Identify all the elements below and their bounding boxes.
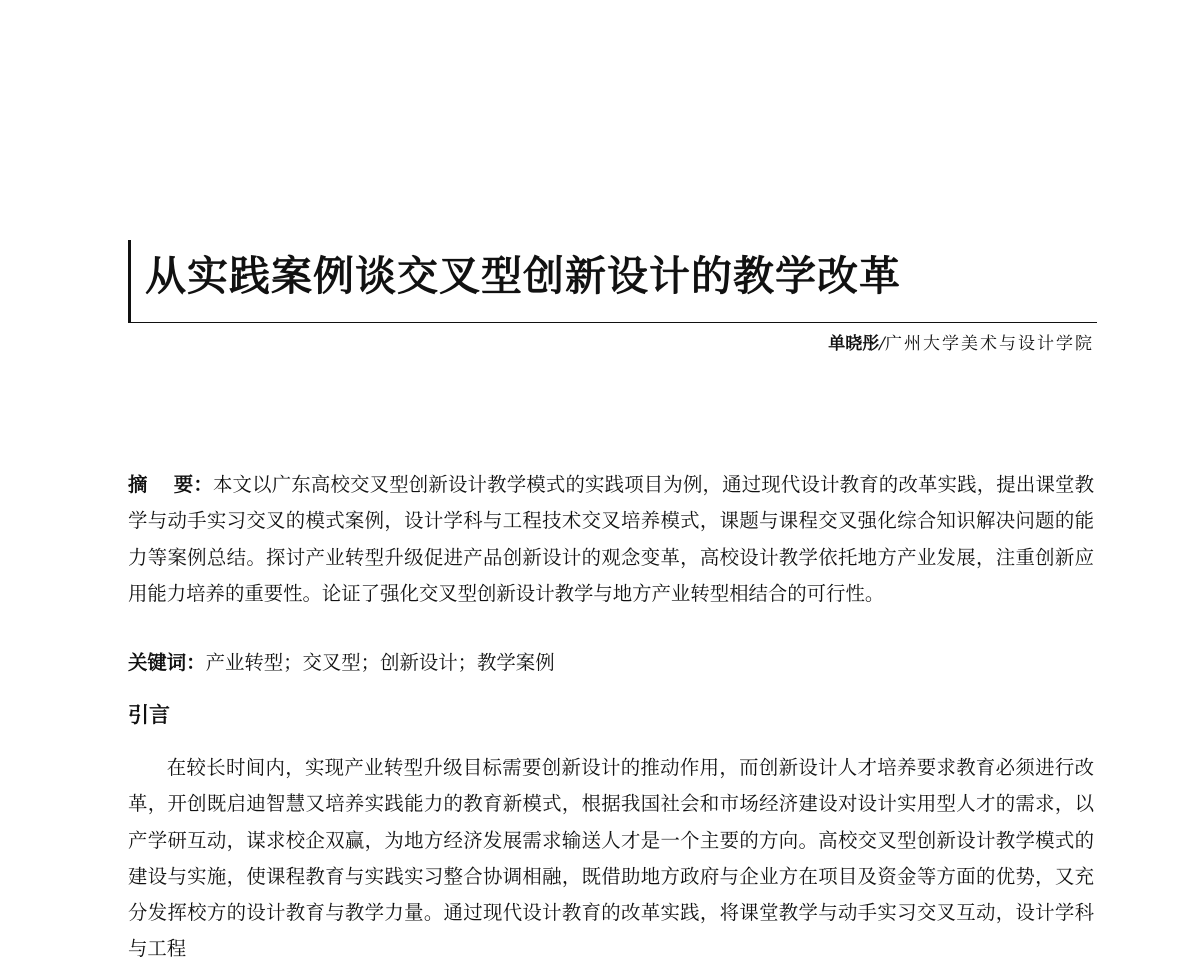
keywords <box>128 645 555 681</box>
keywords-text: 产业转型；交叉型；创新设计；教学案例 <box>205 651 555 674</box>
byline <box>828 334 1094 354</box>
title-block <box>128 240 1097 323</box>
abstract-label-char-1: 摘 <box>128 473 148 496</box>
abstract-label-char-2: 要： <box>173 473 213 496</box>
section-heading: 引言 <box>128 703 170 727</box>
author-name: 单晓彤 <box>828 334 880 354</box>
keywords-label: 关键词： <box>128 651 206 674</box>
byline-separator: / <box>879 334 885 354</box>
abstract-label <box>128 473 213 496</box>
article-title: 从实践案例谈交叉型创新设计的教学改革 <box>145 252 901 300</box>
abstract <box>128 467 1094 612</box>
author-affiliation: 广州大学美术与设计学院 <box>885 334 1094 354</box>
abstract-text: 本文以广东高校交叉型创新设计教学模式的实践项目为例，通过现代设计教育的改革实践，提出课堂教学与动手实习交叉的模式案例，设计学科与工程技术交叉培养模式，课题与课程交叉强化综合知识解决问题的能力等案例总结。探讨产业转型升级促进产品创新设计的观念变革，高校设计教学依托地方产业发展，注重创新应用能力培养的重要性。论证了强化交叉型创新设计教学与地方产业转型相结合的可行性。 <box>128 473 1095 605</box>
body-paragraph: 在较长时间内，实现产业转型升级目标需要创新设计的推动作用，而创新设计人才培养要求教育必须进行改革，开创既启迪智慧又培养实践能力的教育新模式，根据我国社会和市场经济建设对设计实用型人才的需求，以产学研互动，谋求校企双赢，为地方经济发展需求输送人才是一个主要的方向。高校交叉型创新设计教学模式的建设与实施，使课程教育与实践实习整合协调相融，既借助地方政府与企业方在项目及资金等方面的优势，又充分发挥校方的设计教育与教学力量。通过现代设计教育的改革实践，将课堂教学与动手实习交叉互动，设计学科与工程 <box>128 756 1094 961</box>
